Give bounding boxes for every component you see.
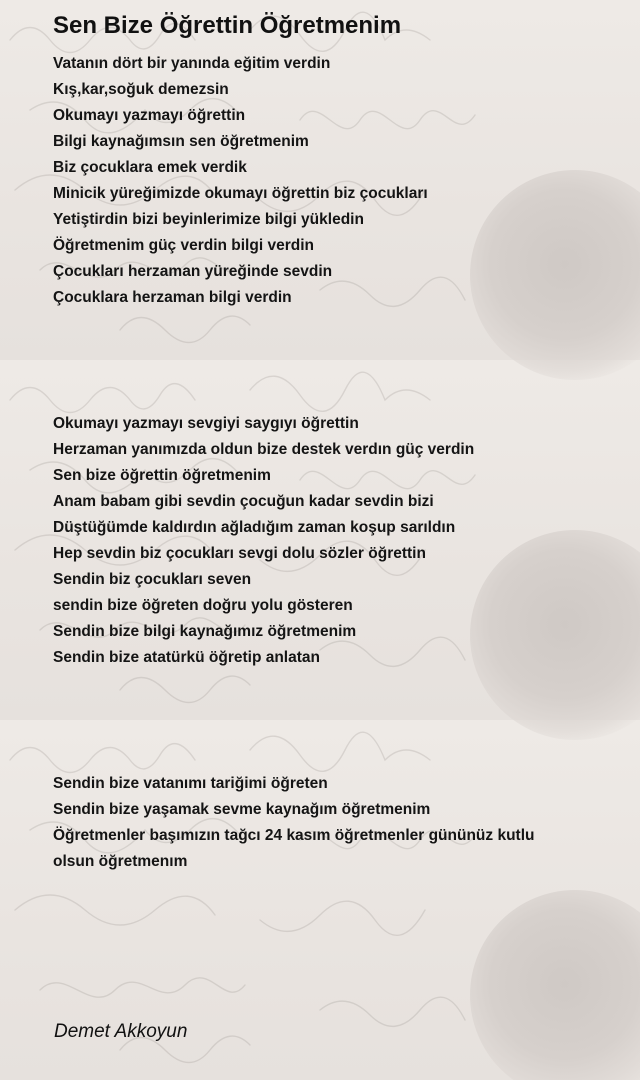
poem-line: Okumayı yazmayı öğrettin	[53, 107, 246, 124]
poem-line: Anam babam gibi sevdin çocuğun kadar sevdin bizi	[53, 493, 434, 510]
poem-line: Bilgi kaynağımsın sen öğretmenim	[53, 133, 309, 150]
stanza-1	[53, 51, 593, 311]
poem-line: Minicik yüreğimizde okumayı öğrettin biz çocukları	[53, 185, 428, 202]
poem-line: Öğretmenim güç verdin bilgi verdin	[53, 237, 314, 254]
stanza-2	[53, 411, 593, 671]
poem-line: Çocukları herzaman yüreğinde sevdin	[53, 263, 333, 280]
poem-line: Sendin bize yaşamak sevme kaynağım öğretmenim	[53, 801, 431, 818]
poem-line: Biz çocuklara emek verdik	[53, 159, 247, 176]
poem-line: Hep sevdin biz çocukları sevgi dolu sözler öğrettin	[53, 545, 426, 562]
poem-title: Sen Bize Öğrettin Öğretmenim	[53, 12, 402, 39]
poem-line: Çocuklara herzaman bilgi verdin	[53, 289, 292, 306]
poem-line: Sendin bize vatanımı tariğimi öğreten	[53, 775, 328, 792]
poem-line: Sendin bize atatürkü öğretip anlatan	[53, 649, 320, 666]
poem-line: Düştüğümde kaldırdın ağladığım zaman koşup sarıldın	[53, 519, 456, 536]
stanza-3	[53, 771, 593, 875]
poem-line: olsun öğretmenım	[53, 853, 188, 870]
poem-line: Vatanın dört bir yanında eğitim verdin	[53, 55, 331, 72]
poem-line: Okumayı yazmayı sevgiyi saygıyı öğrettin	[53, 415, 359, 432]
poem-line: Sendin bize bilgi kaynağımız öğretmenim	[53, 623, 357, 640]
poem-line: Sendin biz çocukları seven	[53, 571, 252, 588]
poem-line: Sen bize öğrettin öğretmenim	[53, 467, 271, 484]
poem-line: Öğretmenler başımızın tağcı 24 kasım öğretmenler gününüz kutlu	[53, 827, 535, 844]
poem-line: Kış,kar,soğuk demezsin	[53, 81, 229, 98]
poem-line: sendin bize öğreten doğru yolu gösteren	[53, 597, 353, 614]
poem-line: Herzaman yanımızda oldun bize destek verdın güç verdin	[53, 441, 475, 458]
poem-author: Demet Akkoyun	[54, 1021, 188, 1042]
poem-line: Yetiştirdin bizi beyinlerimize bilgi yükledin	[53, 211, 364, 228]
